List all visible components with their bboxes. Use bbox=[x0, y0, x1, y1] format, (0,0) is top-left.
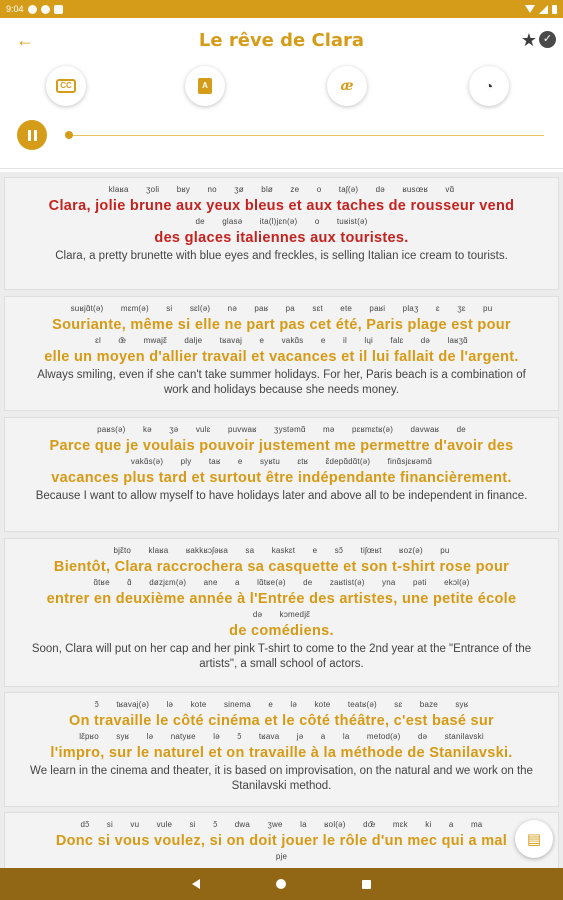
french-line: Bientôt, Clara raccrochera sa casquette et son t-shirt rose pour bbox=[53, 559, 510, 575]
back-arrow-icon[interactable]: ← bbox=[16, 30, 34, 50]
tool-bar bbox=[0, 66, 563, 110]
sentence-card[interactable] bbox=[4, 296, 559, 411]
phonetic-line: pje bbox=[275, 852, 288, 861]
battery-icon bbox=[552, 5, 557, 14]
phonetic-line: suʁjɑ̃t(ə) mɛm(ə) si sɛl(ə) nə paʁ pa sɛt ete paʁi plaʒ ɛ ʒɛ pu bbox=[70, 304, 493, 313]
phonetic-line: de glasə ita(l)jɛn(ə) o tuʁist(ə) bbox=[195, 217, 368, 226]
status-time: 9:04 bbox=[6, 4, 24, 14]
sentence-card[interactable] bbox=[4, 417, 559, 532]
french-line: de comédiens. bbox=[229, 623, 334, 639]
sentence-card[interactable] bbox=[4, 812, 559, 868]
french-line: Souriante, même si elle ne part pas cet été, Paris plage est pour bbox=[52, 317, 511, 333]
status-bar bbox=[0, 0, 563, 18]
app-notification-icon bbox=[41, 5, 50, 14]
translate-icon: A bbox=[198, 78, 212, 94]
french-line: On travaille le côté cinéma et le côté théâtre, c'est basé sur bbox=[68, 713, 494, 729]
app-header bbox=[0, 18, 563, 64]
nav-back-icon[interactable] bbox=[192, 879, 200, 889]
french-line: Parce que je voulais pouvoir justement me permettre d'avoir des bbox=[49, 438, 514, 454]
french-line: Donc si vous voulez, si on doit jouer le rôle d'un mec qui a mal bbox=[55, 833, 508, 849]
wifi-icon bbox=[525, 5, 535, 13]
transcript-list[interactable] bbox=[0, 172, 563, 868]
file-notification-icon bbox=[54, 5, 63, 14]
phonetic-line: klaʁa ʒoli bʁy no ʒø blø ze o taʃ(ə) də ʁusœʁ vɑ̃ bbox=[108, 185, 455, 194]
subtitles-button[interactable] bbox=[46, 66, 86, 106]
speedometer-icon: ◔ bbox=[484, 78, 494, 94]
notification-icon bbox=[28, 5, 37, 14]
completed-check-icon[interactable]: ✓ bbox=[539, 31, 556, 48]
french-line: Clara, jolie brune aux yeux bleus et aux taches de rousseur vend bbox=[48, 198, 515, 214]
pause-icon bbox=[28, 130, 31, 141]
book-icon: ▤ bbox=[526, 831, 542, 848]
page-title: Le rêve de Clara bbox=[198, 30, 365, 51]
nav-home-icon[interactable] bbox=[276, 879, 286, 889]
phonetic-line: lɛ̃pʁo syʁ lə natyʁe lə ɔ̃ tʁava jə a la metod(ə) də stanilavski bbox=[79, 732, 484, 741]
phonetics-button[interactable] bbox=[327, 66, 367, 106]
sentence-card[interactable] bbox=[4, 692, 559, 807]
signal-icon bbox=[539, 5, 548, 14]
phonetic-line: ɛl œ̃ mwajɛ̃ dalje tʁavaj e vakɑ̃s e il lɥi falɛ də laʁʒɑ̃ bbox=[95, 336, 468, 345]
phonetic-line: də kɔmedjɛ̃ bbox=[252, 610, 311, 619]
phonetic-line: bjɛ̃to klaʁa ʁakkʁɔʃəʁa sa kaskɛt e sɔ̃ tiʃœʁt ʁoz(ə) pu bbox=[113, 546, 450, 555]
phonetic-line: vakɑ̃s(ə) ply taʁ e syʁtu ɛtʁ ɛ̃depɑ̃dɑ̃t(ə) finɑ̃sjɛʁəmɑ̃ bbox=[130, 457, 433, 466]
pause-button[interactable] bbox=[17, 120, 47, 150]
phonetic-line: dɔ̃ si vu vule si ɔ̃ dwa ʒwe la ʁol(ə) dœ̃ mɛk ki a ma bbox=[80, 820, 483, 829]
french-line: vacances plus tard et surtout être indépendante financièrement. bbox=[51, 470, 512, 486]
favorite-star-icon[interactable]: ★ bbox=[520, 30, 537, 50]
english-translation: Clara, a pretty brunette with blue eyes and freckles, is selling Italian ice cream to tourists. bbox=[55, 250, 508, 262]
phonetic-line: paʁs(ə) kə ʒə vulɛ puvwaʁ ʒystəmɑ̃ mə pɛʁmɛtʁ(ə) davwaʁ de bbox=[97, 425, 466, 434]
audio-progress-thumb[interactable] bbox=[65, 131, 73, 139]
english-translation: We learn in the cinema and theater, it is based on improvisation, on the natural and we work on the Stanilavski method. bbox=[30, 765, 533, 792]
vocabulary-button[interactable] bbox=[515, 820, 553, 858]
translate-button[interactable] bbox=[185, 66, 225, 106]
system-nav-bar bbox=[0, 868, 563, 900]
english-translation: Always smiling, even if she can't take summer holidays. For her, Paris beach is a combination of work and holidays because she needs money. bbox=[37, 369, 526, 396]
nav-recents-icon[interactable] bbox=[362, 880, 371, 889]
phonetic-line: ɔ̃ tʁavaj(ə) lə kote sinema e lə kote teatʁ(ə) sɛ baze syʁ bbox=[94, 700, 469, 709]
phonetic-line: ɑ̃tʁe ɑ̃ døzjɛm(ə) ane a lɑ̃tʁe(ə) de zaʁtist(ə) yna pəti ekɔl(ə) bbox=[93, 578, 470, 587]
subtitles-icon: CC bbox=[56, 79, 76, 93]
divider bbox=[0, 168, 563, 169]
phonetics-icon: æ bbox=[340, 78, 354, 94]
audio-progress-track[interactable] bbox=[68, 135, 544, 136]
french-line: entrer en deuxième année à l'Entrée des artistes, une petite école bbox=[46, 591, 517, 607]
french-line: des glaces italiennes aux touristes. bbox=[154, 230, 409, 246]
sentence-card[interactable] bbox=[4, 538, 559, 687]
french-line: elle un moyen d'allier travail et vacances et il lui fallait de l'argent. bbox=[44, 349, 519, 365]
audio-player bbox=[0, 117, 563, 157]
speed-button[interactable] bbox=[469, 66, 509, 106]
english-translation: Because I want to allow myself to have holidays later and above all to be independent in finance. bbox=[35, 490, 528, 502]
english-translation: Soon, Clara will put on her cap and her pink T-shirt to come to the 2nd year at the "Entrance of the artists", a small school of actors. bbox=[31, 643, 532, 670]
french-line: l'impro, sur le naturel et on travaille à la méthode de Stanilavski. bbox=[50, 745, 513, 761]
sentence-card[interactable] bbox=[4, 177, 559, 290]
